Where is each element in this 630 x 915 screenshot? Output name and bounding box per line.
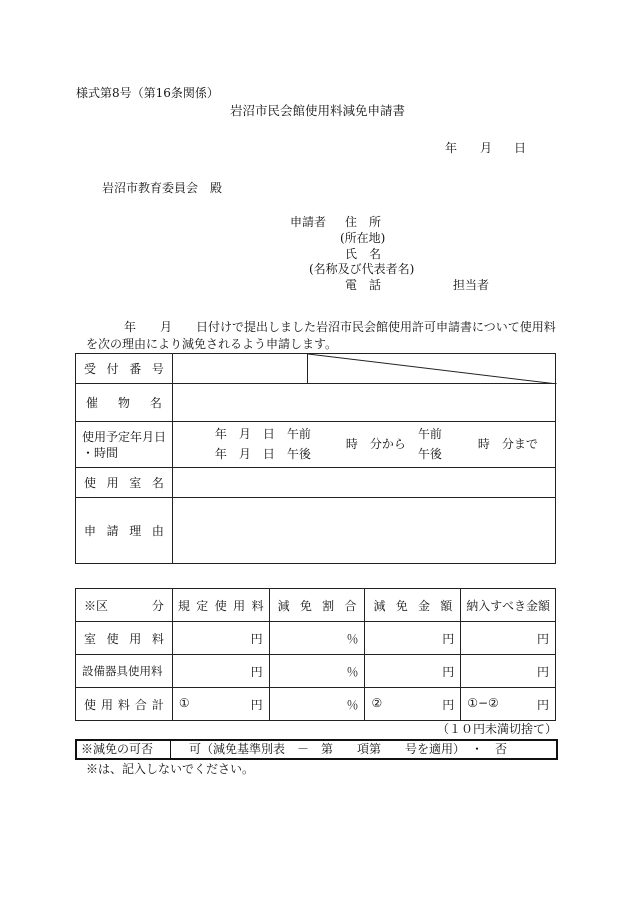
application-table <box>75 353 556 564</box>
end-pm: 午後 <box>417 447 442 461</box>
date-row-pm: 年 月 日 午後 <box>214 447 311 461</box>
total-reduction[interactable] <box>365 688 461 721</box>
row-equipment-fee-label: 設備器具使用料 <box>76 655 173 688</box>
end-am: 午前 <box>417 427 442 441</box>
footnote: ※は、記入しないでください。 <box>86 762 255 776</box>
contact-label: 担当者 <box>453 278 490 292</box>
rounding-note: （１０円未満切捨て） <box>437 722 558 736</box>
address-note: (所在地) <box>340 231 386 245</box>
equipment-fee-standard[interactable]: 円 <box>172 655 269 688</box>
date-year: 年 <box>445 141 458 155</box>
reception-number-field[interactable] <box>172 354 307 384</box>
schedule-label-line2: ・時間 <box>82 445 119 460</box>
room-field[interactable] <box>172 468 555 498</box>
reception-number-label: 受 付 番 号 <box>76 354 173 384</box>
schedule-label-line1: 使用予定年月日 <box>82 429 167 444</box>
header-standard-fee: 規 定 使 用 料 <box>172 589 269 622</box>
row-room-fee-label: 室 使 用 料 <box>76 622 173 655</box>
event-name-field[interactable] <box>172 384 555 422</box>
approval-label: ※減免の可否 <box>77 741 171 758</box>
event-name-label: 催 物 名 <box>76 384 173 422</box>
fee-table <box>75 588 556 721</box>
approval-box <box>75 739 558 760</box>
form-number: 様式第8号（第16条関係） <box>76 86 219 100</box>
schedule-label <box>76 422 173 468</box>
schedule-field[interactable] <box>172 422 555 468</box>
total-rate[interactable]: ％ <box>269 688 365 721</box>
applicant-label: 申請者 <box>290 215 327 229</box>
reason-label: 申 請 理 由 <box>76 498 173 564</box>
date-row-am: 年 月 日 午前 <box>214 427 311 441</box>
total-standard-unit: 円 <box>250 697 263 712</box>
body-text-line1: 年 月 日付けで提出しました岩沼市民会館使用許可申請書について使用料 <box>124 320 556 334</box>
equipment-fee-due[interactable]: 円 <box>461 655 556 688</box>
total-standard-prefix: ① <box>178 695 190 710</box>
hour-from: 時 分から <box>345 437 406 451</box>
phone-label: 電 話 <box>345 278 382 292</box>
total-due-unit: 円 <box>536 697 549 712</box>
name-note: (名称及び代表者名) <box>309 262 415 276</box>
total-reduction-unit: 円 <box>442 697 455 712</box>
date-day: 日 <box>514 141 527 155</box>
page-title: 岩沼市民会館使用料減免申請書 <box>230 103 406 118</box>
header-reduction-rate: 減 免 割 合 <box>269 589 365 622</box>
reception-number-diagonal-cell <box>307 354 555 384</box>
approval-text[interactable]: 可（減免基準別表 － 第 項第 号を適用） ・ 否 <box>189 742 508 756</box>
room-fee-due[interactable]: 円 <box>461 622 556 655</box>
address-label: 住 所 <box>345 215 382 229</box>
total-standard[interactable] <box>172 688 269 721</box>
room-fee-rate[interactable]: ％ <box>269 622 365 655</box>
equipment-fee-reduction[interactable]: 円 <box>365 655 461 688</box>
row-total-label: 使 用 料 合 計 <box>76 688 173 721</box>
header-reduction-amount: 減 免 金 額 <box>365 589 461 622</box>
header-amount-due: 納入すべき金額 <box>461 589 556 622</box>
diagonal-line <box>308 354 557 384</box>
body-text-line2: を次の理由により減免されるよう申請します。 <box>86 337 338 351</box>
room-fee-standard[interactable]: 円 <box>172 622 269 655</box>
room-fee-reduction[interactable]: 円 <box>365 622 461 655</box>
equipment-fee-rate[interactable]: ％ <box>269 655 365 688</box>
date-month: 月 <box>480 141 493 155</box>
total-reduction-prefix: ② <box>371 695 383 710</box>
addressee: 岩沼市教育委員会 殿 <box>102 181 223 195</box>
total-due[interactable] <box>461 688 556 721</box>
name-label: 氏 名 <box>345 247 382 261</box>
hour-to: 時 分まで <box>477 437 538 451</box>
header-category: ※区 分 <box>76 589 173 622</box>
total-due-prefix: ①−② <box>467 695 499 710</box>
room-label: 使 用 室 名 <box>76 468 173 498</box>
reason-field[interactable] <box>172 498 555 564</box>
